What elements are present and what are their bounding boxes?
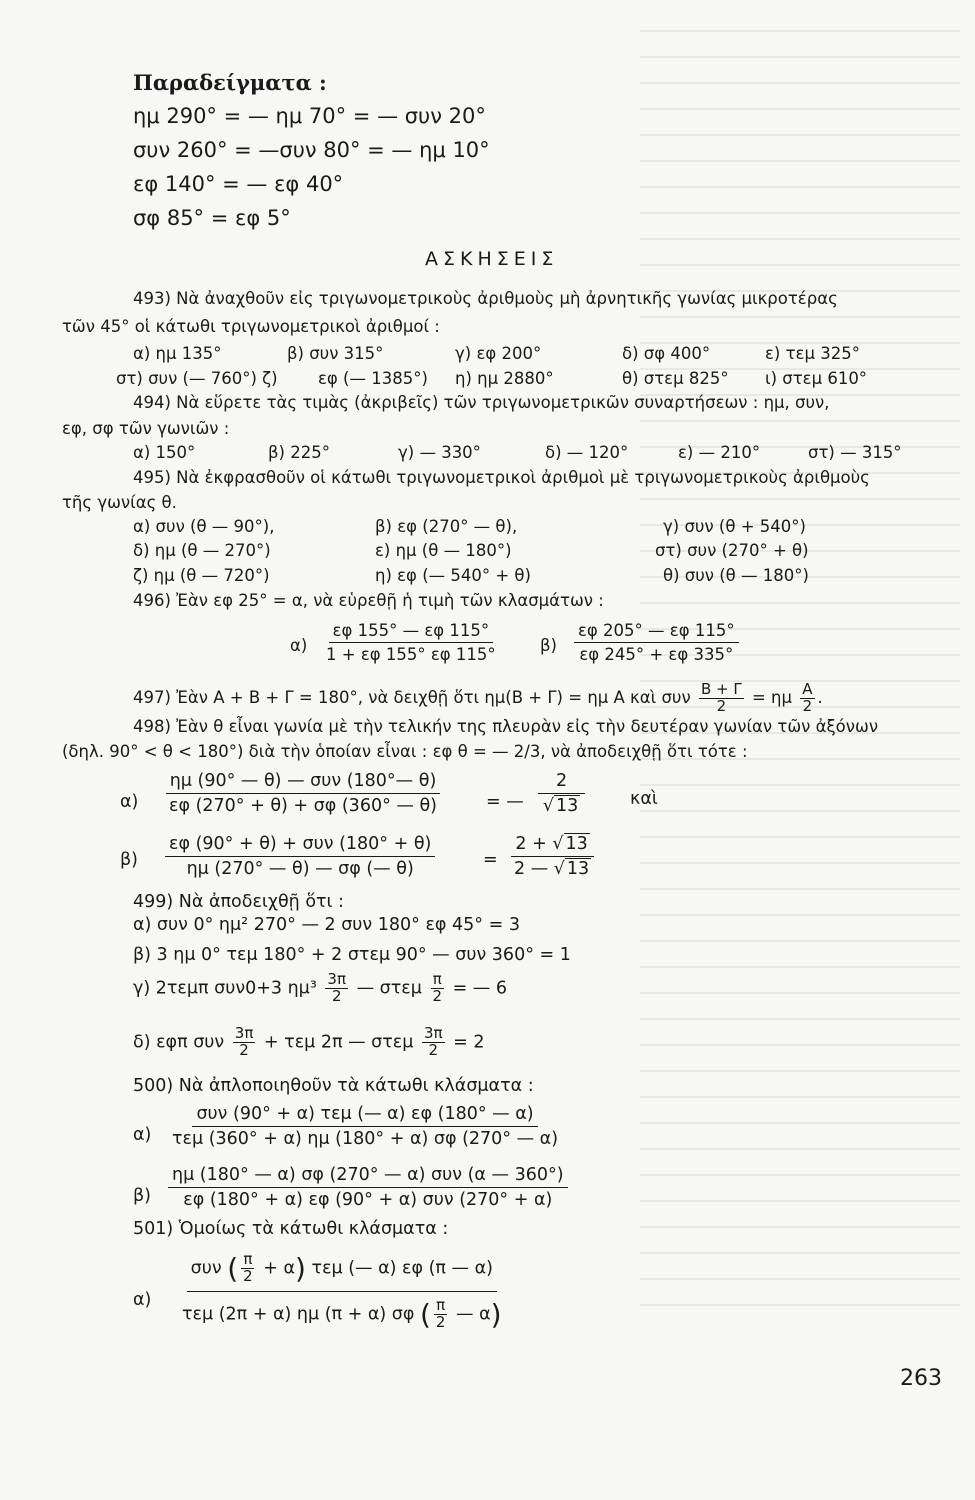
- fraction-numerator: 3π: [327, 970, 346, 988]
- ex493-item: εφ (— 1385°): [318, 369, 428, 388]
- ex500-b-fraction: [168, 1165, 568, 1210]
- fraction-denominator: τεμ (360° + α) ημ (180° + α) σφ (270° — α): [172, 1129, 559, 1149]
- ex494-text-1: 494) Νὰ εὕρετε τὰς τιμὰς (ἀκριβεῖς) τῶν τριγωνομετρικῶν συναρτήσεων : ημ, συν,: [133, 393, 830, 412]
- ex501-a-fraction: [178, 1252, 506, 1331]
- fraction-numerator: εφ 205° — εφ 115°: [574, 621, 739, 643]
- ex498-text-1: 498) Ἐὰν θ εἶναι γωνία μὲ τὴν τελικήν της πλευρὰν εἰς τὴν δευτέραν γωνίαν τῶν ἀξόνων: [133, 717, 879, 736]
- ex494-item: β) 225°: [268, 443, 330, 462]
- ex495-item: β) εφ (270° — θ),: [375, 517, 518, 536]
- example-line-3: εφ 140° = — εφ 40°: [133, 172, 344, 196]
- ex501-text: 501) Ὁμοίως τὰ κάτωθι κλάσματα :: [133, 1219, 449, 1239]
- ex494-item: δ) — 120°: [545, 443, 629, 462]
- fraction-numerator: εφ 155° — εφ 115°: [329, 621, 494, 643]
- ex495-item: ε) ημ (θ — 180°): [375, 541, 512, 560]
- ex498-and: καὶ: [630, 789, 658, 809]
- fraction-numerator: 2: [538, 771, 585, 794]
- ex499-c-end: = — 6: [452, 978, 508, 999]
- ex498-b-result-fraction: [510, 834, 595, 879]
- ex493-item: θ) στεμ 825°: [622, 369, 729, 388]
- fraction: [422, 1026, 445, 1059]
- fraction-denominator: 2: [716, 696, 727, 715]
- page-number: 263: [900, 1366, 942, 1391]
- example-line-1: ημ 290° = — ημ 70° = — συν 20°: [133, 104, 486, 128]
- num-rest: τεμ (— α) εφ (π — α): [311, 1258, 493, 1279]
- fraction-denominator: εφ (270° + θ) + σφ (360° — θ): [169, 796, 437, 816]
- num-pre: συν: [190, 1258, 222, 1279]
- fraction-denominator: εφ 245° + εφ 335°: [579, 645, 734, 664]
- ex497-end: .: [817, 687, 823, 707]
- ex494-text-2: εφ, σφ τῶν γωνιῶν :: [62, 419, 230, 438]
- ex495-item: στ) συν (270° + θ): [655, 541, 809, 560]
- fraction-numerator: π: [432, 970, 442, 988]
- ex495-item: γ) συν (θ + 540°): [663, 517, 806, 536]
- ex493-item: ε) τεμ 325°: [765, 344, 860, 363]
- ex496-b-label: β): [540, 636, 557, 655]
- ex499-d-end: = 2: [453, 1032, 485, 1053]
- den-pre: τεμ (2π + α) ημ (π + α) σφ: [182, 1304, 415, 1325]
- sqrt-radicand: 13: [556, 796, 579, 816]
- ex499-c: [133, 972, 507, 1005]
- fraction-numerator: Α: [802, 680, 813, 698]
- fraction: [241, 1252, 255, 1285]
- examples-title: Παραδείγματα :: [133, 70, 327, 95]
- den-post: — α: [456, 1304, 491, 1325]
- fraction-denominator: ημ (270° — θ) — σφ (— θ): [186, 859, 414, 879]
- ex493-item: στ) συν (— 760°) ζ): [116, 369, 278, 388]
- ex500-a-label: α): [133, 1125, 152, 1145]
- ex495-item: α) συν (θ — 90°),: [133, 517, 275, 536]
- ex495-item: θ) συν (θ — 180°): [663, 566, 809, 585]
- ex498-b-label: β): [120, 850, 138, 870]
- fraction-numerator: ημ (180° — α) σφ (270° — α) συν (α — 360°): [168, 1165, 568, 1188]
- ex498-b-eq: =: [483, 850, 498, 870]
- fraction-denominator: 1 + εφ 155° εφ 115°: [326, 645, 496, 664]
- fraction-numerator: 3π: [234, 1024, 254, 1042]
- ex499-d: [133, 1026, 484, 1059]
- exercises-header: ΑΣΚΗΣΕΙΣ: [425, 248, 559, 270]
- fraction: [430, 972, 444, 1005]
- bleed-through-texture: [640, 30, 960, 1330]
- ex497-line: [133, 682, 823, 715]
- ex501-a-label: α): [133, 1290, 152, 1310]
- ex498-a-fraction: [165, 771, 441, 816]
- ex499-d-mid: + τεμ 2π — στεμ: [263, 1032, 414, 1053]
- fraction-denominator: εφ (180° + α) εφ (90° + α) συν (270° + α): [183, 1190, 553, 1210]
- fraction: [434, 1298, 448, 1331]
- example-line-4: σφ 85° = εφ 5°: [133, 206, 291, 230]
- fraction-numerator: π: [436, 1296, 446, 1315]
- sqrt-radicand: 13: [565, 834, 588, 854]
- ex493-item: β) συν 315°: [287, 344, 384, 363]
- ex499-text: 499) Νὰ ἀποδειχθῇ ὅτι :: [133, 892, 344, 912]
- ex494-item: στ) — 315°: [808, 443, 902, 462]
- ex499-c-mid: — στεμ: [356, 978, 422, 999]
- fraction-denominator: 2: [331, 986, 342, 1005]
- fraction-denominator: 2: [428, 1040, 439, 1059]
- ex500-text: 500) Νὰ ἀπλοποιηθοῦν τὰ κάτωθι κλάσματα :: [133, 1076, 534, 1096]
- sqrt-radicand: 13: [566, 859, 590, 879]
- fraction-numerator: 2 + √ 13: [511, 834, 593, 857]
- fraction-denominator: 2: [432, 986, 442, 1005]
- fraction-denominator: 2 — √ 13: [514, 859, 590, 879]
- ex493-item: γ) εφ 200°: [455, 344, 542, 363]
- fraction: [233, 1026, 256, 1059]
- fraction-numerator: συν ( $\frac{\pi}{2}$ + α) τεμ (— α) εφ (π — α): [187, 1252, 497, 1292]
- fraction-denominator: 2: [243, 1267, 253, 1285]
- fraction-numerator: Β + Γ: [700, 680, 742, 698]
- ex496-b-fraction: [574, 621, 739, 664]
- ex498-a-label: α): [120, 792, 139, 812]
- fraction-denominator: 2: [802, 696, 813, 715]
- ex493-item: α) ημ 135°: [133, 344, 222, 363]
- ex498-text-2: (δηλ. 90° < θ < 180°) διὰ τὴν ὁποίαν εἶναι : εφ θ = — 2/3, νὰ ἀποδειχθῇ ὅτι τότε :: [62, 742, 748, 761]
- ex496-a-label: α): [290, 636, 308, 655]
- ex498-a-eq: = —: [486, 792, 524, 812]
- ex495-item: η) εφ (— 540° + θ): [375, 566, 531, 585]
- ex497-eq: = ημ: [751, 687, 792, 707]
- fraction-numerator: 3π: [423, 1024, 443, 1042]
- ex494-item: α) 150°: [133, 443, 196, 462]
- ex494-item: ε) — 210°: [678, 443, 761, 462]
- ex497-fraction-1: [699, 682, 744, 715]
- ex495-text-2: τῆς γωνίας θ.: [62, 493, 177, 512]
- ex500-a-fraction: [168, 1104, 562, 1149]
- fraction-numerator: συν (90° + α) τεμ (— α) εφ (180° — α): [192, 1104, 537, 1127]
- ex499-a: α) συν 0° ημ² 270° — 2 συν 180° εφ 45° = 3: [133, 915, 520, 935]
- radical-prefix: 2 +: [515, 834, 547, 854]
- ex495-item: δ) ημ (θ — 270°): [133, 541, 271, 560]
- ex498-b-fraction: [165, 834, 435, 879]
- ex499-c-pre: γ) 2τεμπ συν0+3 ημ³: [133, 978, 317, 999]
- num-post: + α: [263, 1258, 296, 1279]
- ex493-item: ι) στεμ 610°: [765, 369, 868, 388]
- ex495-item: ζ) ημ (θ — 720°): [133, 566, 270, 585]
- radical-prefix: 2 —: [514, 859, 549, 879]
- fraction: [325, 972, 348, 1005]
- ex496-a-fraction: [322, 621, 500, 664]
- ex497-fraction-2: [800, 682, 814, 715]
- ex498-a-result-fraction: [538, 771, 585, 816]
- ex497-text: 497) Ἐὰν Α + Β + Γ = 180°, νὰ δειχθῇ ὅτι ημ(Β + Γ) = ημ Α καὶ συν: [133, 687, 691, 707]
- ex493-text-1: 493) Νὰ ἀναχθοῦν εἰς τριγωνομετρικοὺς ἀριθμοὺς μὴ ἀρνητικῆς γωνίας μικροτέρας: [133, 289, 838, 308]
- ex494-item: γ) — 330°: [398, 443, 481, 462]
- ex499-d-pre: δ) εφπ συν: [133, 1032, 225, 1053]
- ex493-item: δ) σφ 400°: [622, 344, 711, 363]
- ex495-text-1: 495) Νὰ ἐκφρασθοῦν οἱ κάτωθι τριγωνομετρικοὶ ἀριθμοὶ μὲ τριγωνομετρικοὺς ἀριθμοὺς: [133, 468, 870, 487]
- fraction-numerator: ημ (90° — θ) — συν (180°— θ): [166, 771, 441, 794]
- fraction-denominator: τεμ (2π + α) ημ (π + α) σφ ( $\frac{\pi}{2}$ — α): [182, 1296, 502, 1331]
- ex496-text: 496) Ἐὰν εφ 25° = α, νὰ εὑρεθῇ ἡ τιμὴ τῶν κλασμάτων :: [133, 591, 604, 610]
- ex493-item: η) ημ 2880°: [455, 369, 554, 388]
- fraction-numerator: εφ (90° + θ) + συν (180° + θ): [165, 834, 435, 857]
- fraction-denominator: 2: [239, 1040, 249, 1059]
- example-line-2: συν 260° = —συν 80° = — ημ 10°: [133, 138, 490, 162]
- fraction-numerator: π: [243, 1250, 253, 1269]
- ex499-b: β) 3 ημ 0° τεμ 180° + 2 στεμ 90° — συν 360° = 1: [133, 945, 571, 965]
- fraction-denominator: √ 13: [542, 796, 579, 816]
- ex493-text-2: τῶν 45° οἱ κάτωθι τριγωνομετρικοὶ ἀριθμοί :: [62, 317, 440, 336]
- ex500-b-label: β): [133, 1186, 151, 1206]
- fraction-denominator: 2: [435, 1313, 446, 1331]
